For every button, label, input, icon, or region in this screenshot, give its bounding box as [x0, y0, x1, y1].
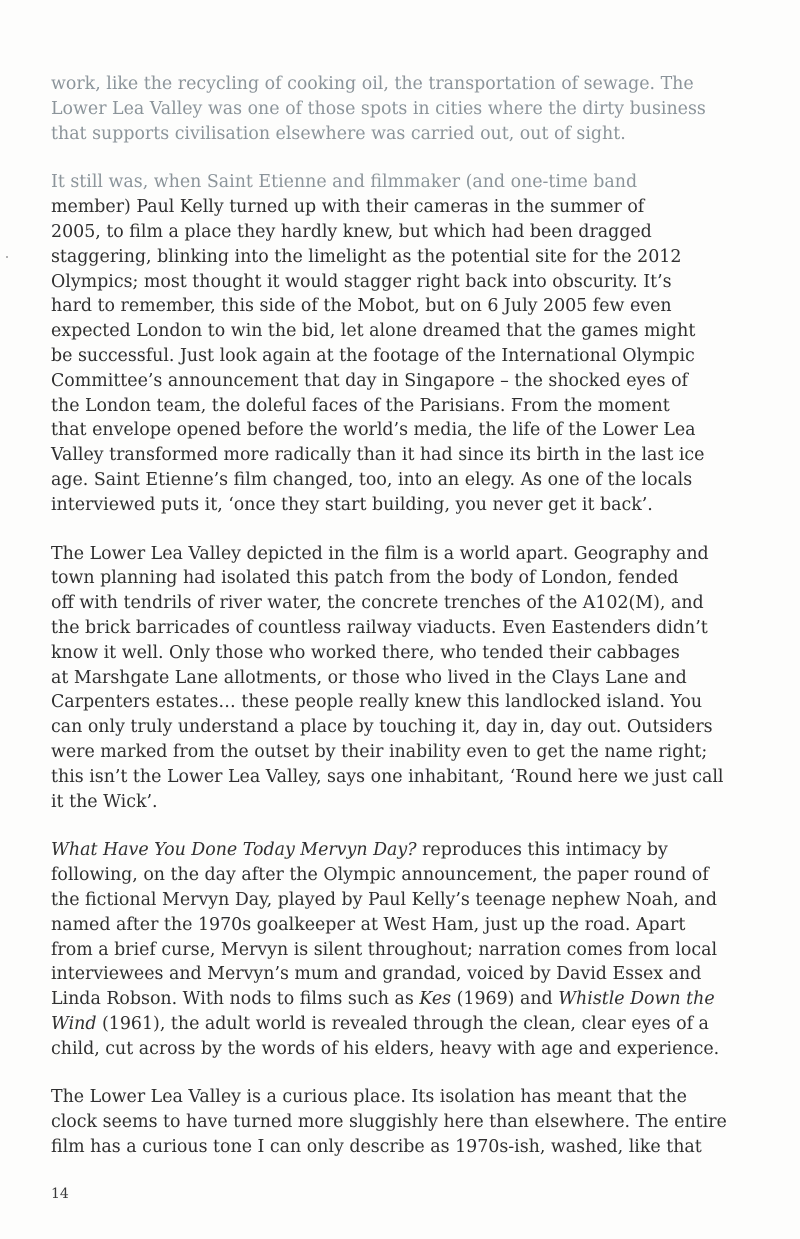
paragraph-5 [51, 1085, 751, 1159]
paragraph-gap [51, 518, 751, 542]
paper-speck [6, 256, 8, 258]
text-line: it the Wick’. [51, 791, 158, 812]
text-run: (1961), the adult world is revealed through the clean, clear eyes of a [102, 1013, 709, 1034]
text-line [51, 1012, 751, 1037]
text-run: reproduces this intimacy by [422, 840, 668, 861]
paragraph-2 [51, 170, 751, 517]
text-run: (1969) and [456, 989, 553, 1010]
text-line: the brick barricades of countless railway viaducts. Even Eastenders didn’t [51, 617, 708, 638]
film-title-whistle-cont: Wind [51, 1013, 97, 1034]
paragraph-1 [51, 72, 751, 146]
paragraph-3 [51, 542, 751, 815]
text-line: at Marshgate Lane allotments, or those who lived in the Clays Lane and [51, 667, 687, 688]
text-line: expected London to win the bid, let alone dreamed that the games might [51, 321, 696, 342]
paragraph-gap [51, 146, 751, 170]
text-line: know it well. Only those who worked there, who tended their cabbages [51, 642, 680, 663]
text-line [51, 987, 751, 1012]
text-line: The Lower Lea Valley is a curious place. Its isolation has meant that the [51, 1087, 687, 1108]
text-line: town planning had isolated this patch from the body of London, fended [51, 568, 679, 589]
text-line: child, cut across by the words of his elders, heavy with age and experience. [51, 1038, 720, 1059]
text-line: off with tendrils of river water, the concrete trenches of the A102(M), and [51, 593, 704, 614]
text-line: age. Saint Etienne’s film changed, too, into an elegy. As one of the locals [51, 469, 693, 490]
text-line: It still was, when Saint Etienne and filmmaker (and one-time band [51, 172, 638, 193]
text-line: were marked from the outset by their inability even to get the name right; [51, 741, 708, 762]
text-line: that supports civilisation elsewhere was carried out, out of sight. [51, 123, 626, 144]
text-line: the London team, the doleful faces of the Parisians. From the moment [51, 395, 670, 416]
text-line [51, 838, 751, 863]
text-line: interviewed puts it, ‘once they start building, you never get it back’. [51, 494, 653, 515]
text-line: 2005, to film a place they hardly knew, but which had been dragged [51, 221, 652, 242]
text-line: Committee’s announcement that day in Singapore – the shocked eyes of [51, 370, 688, 391]
text-line: Carpenters estates… these people really knew this landlocked island. You [51, 692, 703, 713]
text-line: hard to remember, this side of the Mobot, but on 6 July 2005 few even [51, 296, 672, 317]
paragraph-gap [51, 1061, 751, 1085]
text-line: Valley transformed more radically than it had since its birth in the last ice [51, 445, 705, 466]
body-text [51, 72, 751, 1160]
text-line: be successful. Just look again at the footage of the International Olympic [51, 345, 695, 366]
text-line: work, like the recycling of cooking oil, the transportation of sewage. The [51, 74, 694, 94]
text-line: the fictional Mervyn Day, played by Paul Kelly’s teenage nephew Noah, and [51, 889, 717, 910]
text-line: Lower Lea Valley was one of those spots in cities where the dirty business [51, 98, 706, 119]
text-line: can only truly understand a place by touching it, day in, day out. Outsiders [51, 717, 713, 738]
page-number: 14 [51, 1186, 69, 1202]
text-line: film has a curious tone I can only describe as 1970s-ish, washed, like that [51, 1137, 702, 1158]
text-line: staggering, blinking into the limelight as the potential site for the 2012 [51, 246, 682, 267]
text-line: following, on the day after the Olympic announcement, the paper round of [51, 865, 709, 886]
text-line: from a brief curse, Mervyn is silent throughout; narration comes from local [51, 939, 718, 960]
text-run: Linda Robson. With nods to films such as [51, 989, 414, 1010]
paragraph-gap [51, 814, 751, 838]
text-line: that envelope opened before the world’s media, the life of the Lower Lea [51, 420, 696, 441]
film-title: What Have You Done Today Mervyn Day? [51, 840, 417, 861]
text-line: this isn’t the Lower Lea Valley, says one inhabitant, ‘Round here we just call [51, 766, 724, 787]
paragraph-4 [51, 838, 751, 1061]
text-line: member) Paul Kelly turned up with their cameras in the summer of [51, 197, 645, 218]
film-title-whistle: Whistle Down the [558, 989, 715, 1010]
text-line: clock seems to have turned more sluggishly here than elsewhere. The entire [51, 1112, 727, 1133]
film-title-kes: Kes [419, 989, 452, 1010]
text-line: The Lower Lea Valley depicted in the film is a world apart. Geography and [51, 543, 709, 564]
text-line: named after the 1970s goalkeeper at West Ham, just up the road. Apart [51, 914, 686, 935]
text-line: Olympics; most thought it would stagger right back into obscurity. It’s [51, 271, 672, 292]
text-line: interviewees and Mervyn’s mum and grandad, voiced by David Essex and [51, 964, 702, 985]
